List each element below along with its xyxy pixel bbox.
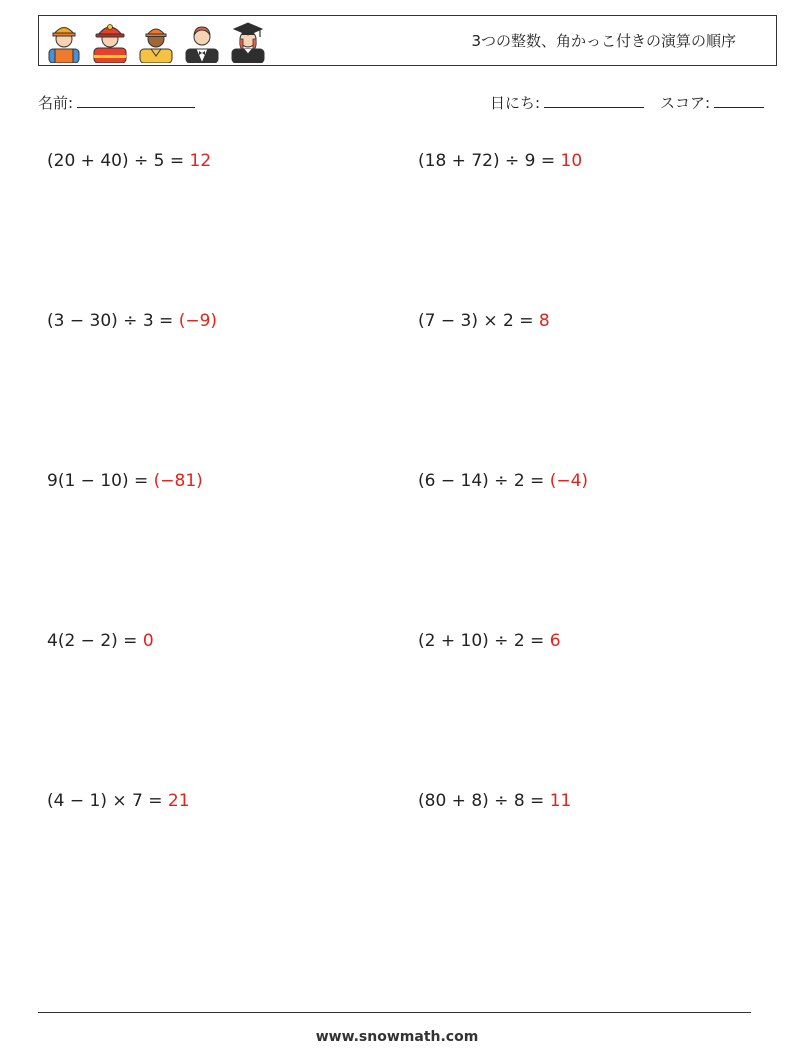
problem-9 — [47, 791, 190, 811]
problem-question: (4 − 1) × 7 = — [47, 791, 163, 811]
problem-answer: 21 — [167, 791, 190, 811]
problem-question: (20 + 40) ÷ 5 = — [47, 151, 185, 171]
worksheet-title: 3つの整数、角かっこ付きの演算の順序 — [471, 32, 736, 50]
name-blank[interactable] — [77, 93, 195, 108]
name-field — [38, 92, 195, 113]
date-field — [490, 92, 644, 113]
problem-question: 4(2 − 2) = — [47, 631, 138, 651]
construction-worker-icon — [45, 19, 83, 63]
problem-5 — [47, 471, 203, 491]
score-blank[interactable] — [714, 93, 764, 108]
score-label: スコア: — [660, 94, 711, 112]
problem-question: (18 + 72) ÷ 9 = — [418, 151, 556, 171]
problem-answer: 8 — [538, 311, 550, 331]
firefighter-icon — [91, 19, 129, 63]
problem-question: (2 + 10) ÷ 2 = — [418, 631, 545, 651]
graduate-icon — [229, 19, 267, 63]
problem-6 — [418, 471, 588, 491]
problem-answer: (−9) — [178, 311, 218, 331]
worksheet-header — [38, 15, 777, 66]
problem-question: 9(1 − 10) = — [47, 471, 149, 491]
problem-1 — [47, 151, 211, 171]
problem-answer: 10 — [560, 151, 583, 171]
problem-answer: (−81) — [153, 471, 203, 491]
problem-question: (80 + 8) ÷ 8 = — [418, 791, 545, 811]
problem-4 — [418, 311, 550, 331]
footer-url[interactable]: www.snowmath.com — [315, 1029, 479, 1045]
problem-7 — [47, 631, 154, 651]
problem-2 — [418, 151, 582, 171]
footer-divider — [38, 1012, 751, 1013]
problem-question: (6 − 14) ÷ 2 = — [418, 471, 545, 491]
problem-answer: (−4) — [549, 471, 589, 491]
problem-3 — [47, 311, 217, 331]
problem-10 — [418, 791, 571, 811]
problem-answer: 12 — [189, 151, 212, 171]
problem-answer: 6 — [549, 631, 561, 651]
score-field — [660, 92, 764, 113]
name-label: 名前: — [38, 94, 74, 112]
worker-icon — [137, 19, 175, 63]
problem-8 — [418, 631, 561, 651]
date-blank[interactable] — [544, 93, 644, 108]
problem-answer: 11 — [549, 791, 572, 811]
problem-question: (3 − 30) ÷ 3 = — [47, 311, 174, 331]
problem-question: (7 − 3) × 2 = — [418, 311, 534, 331]
problem-answer: 0 — [142, 631, 154, 651]
date-label: 日にち: — [490, 94, 541, 112]
avatar-row — [45, 19, 267, 63]
waiter-icon — [183, 19, 221, 63]
